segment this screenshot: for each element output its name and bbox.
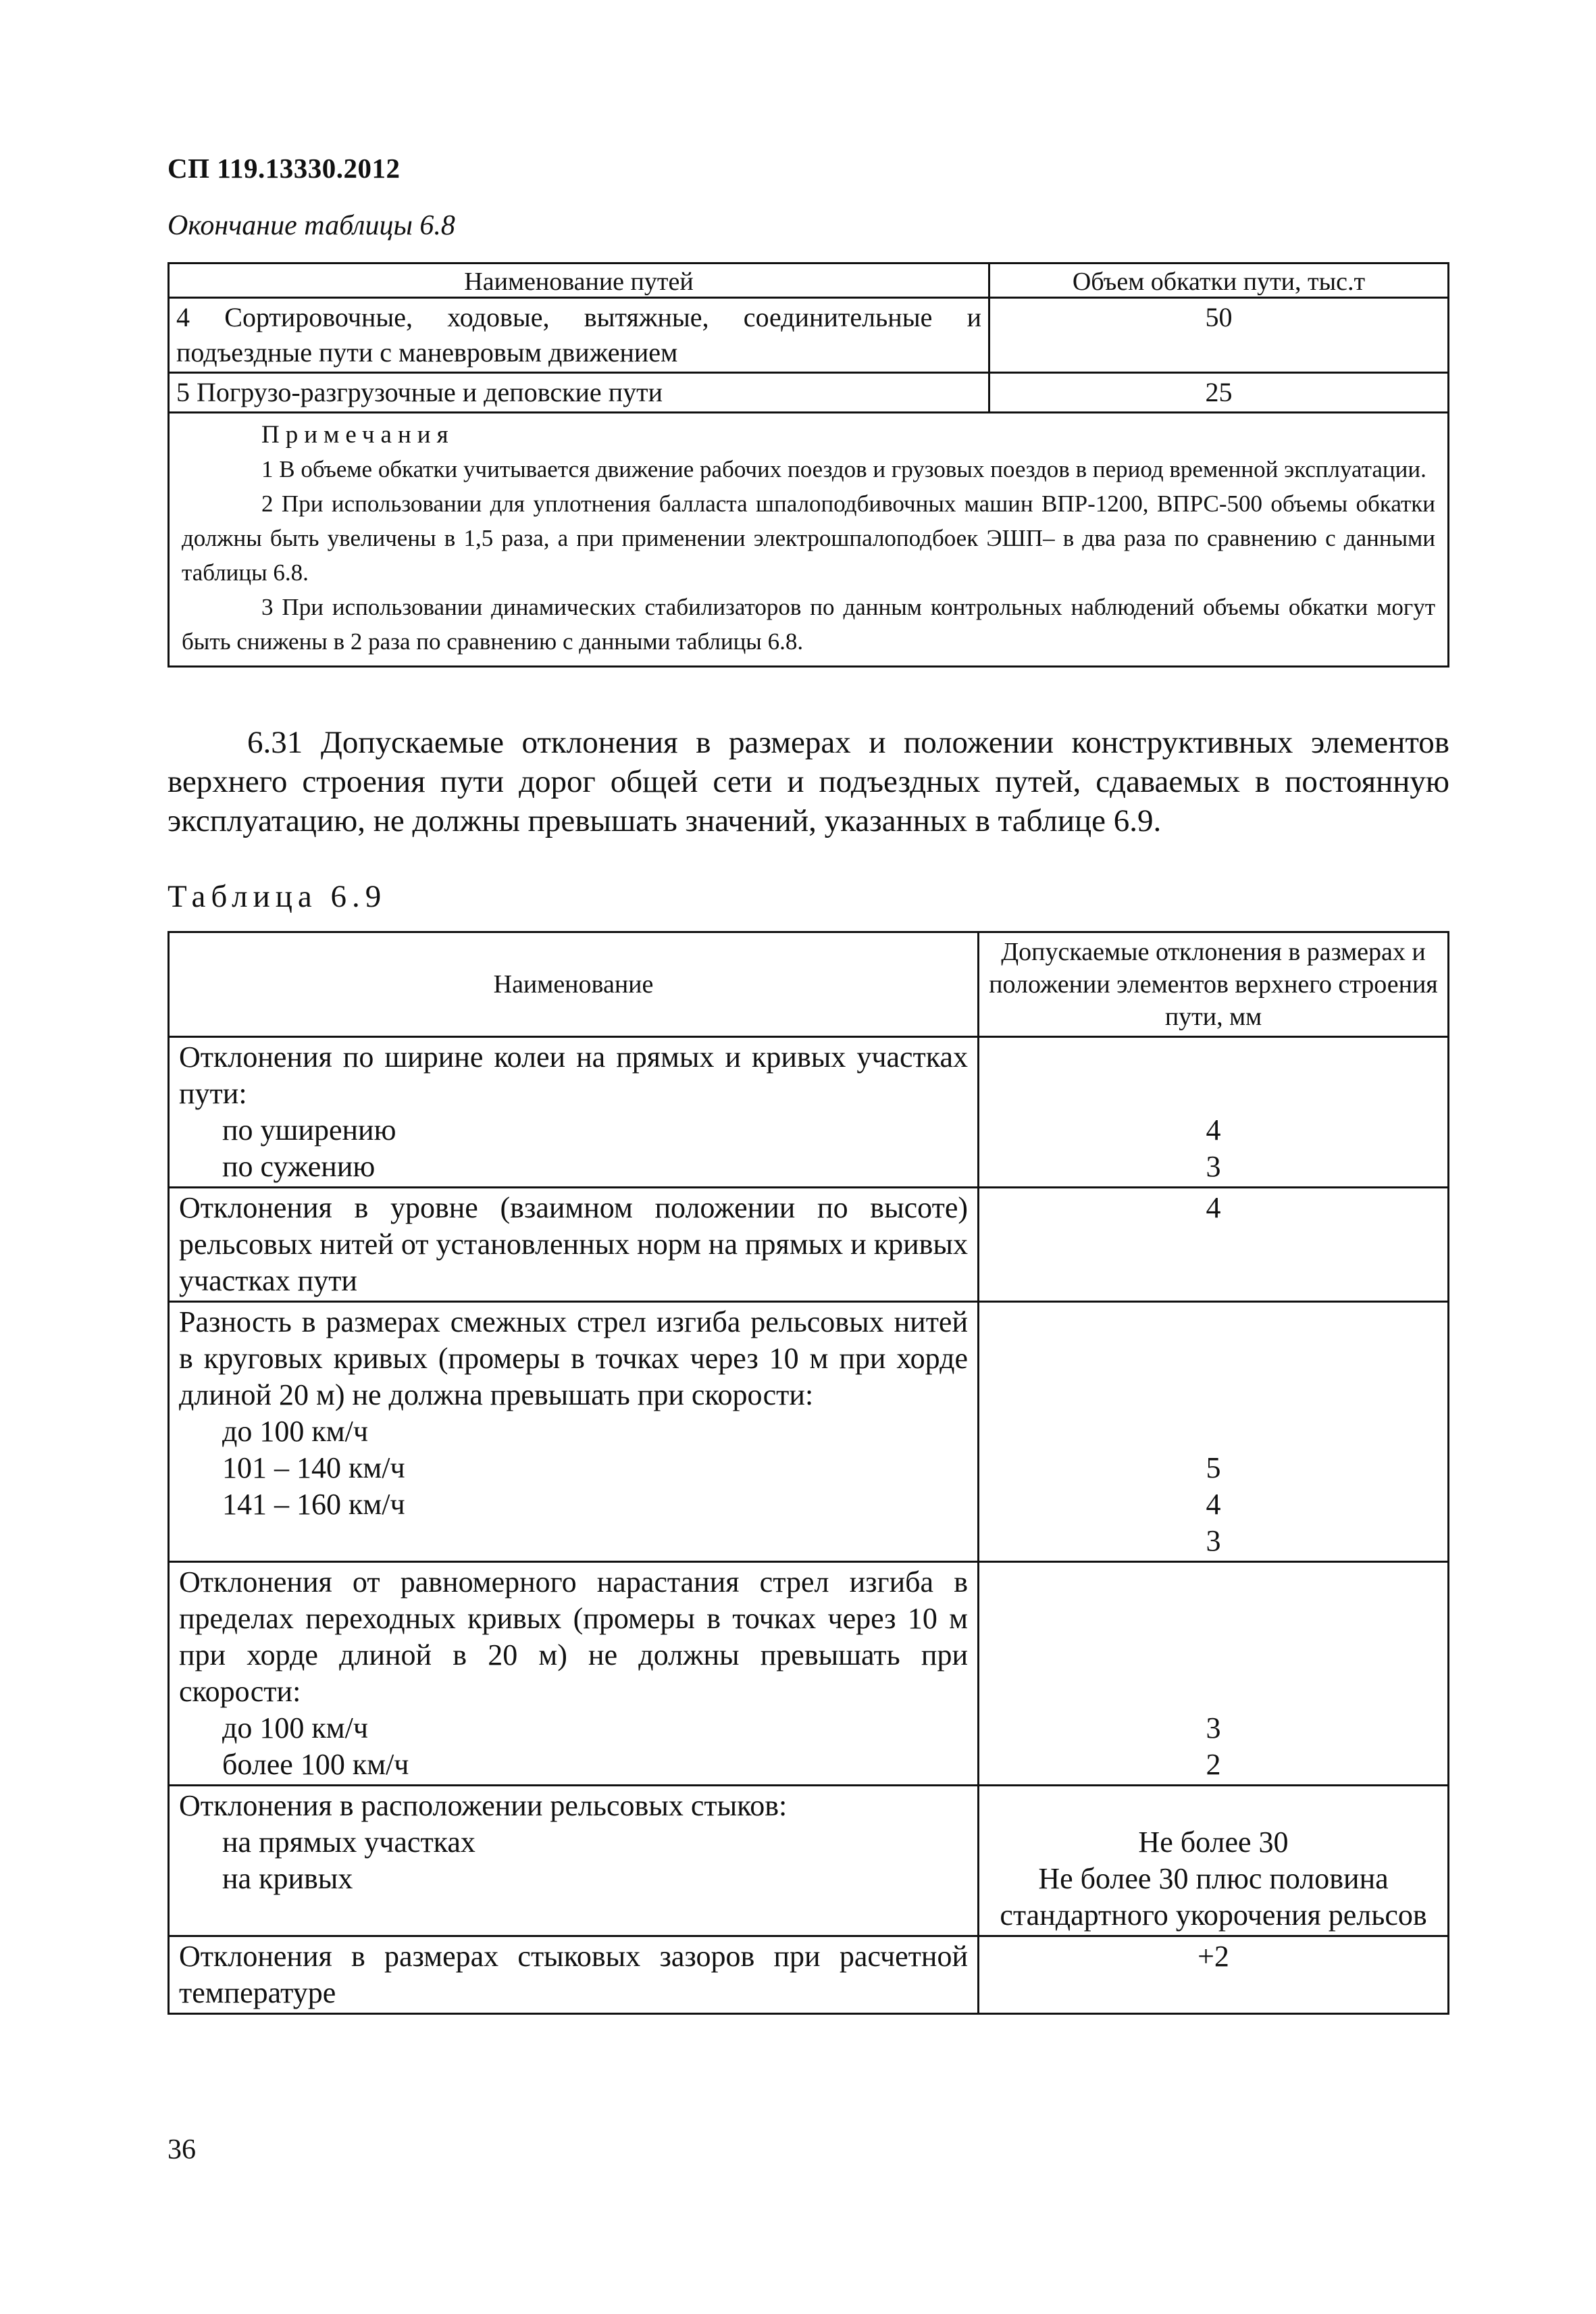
note-1: 1 В объеме обкатки учитывается движение рабочих поездов и грузовых поездов в период временной эксплуатации. [261, 456, 1426, 482]
item-label: более 100 км/ч [222, 1748, 409, 1781]
note-3: 3 При использовании динамических стабилизаторов по данным контрольных наблюдений объемы обкатки могут быть снижены в 2 раза по сравнению с данными таблицы 6.8. [182, 594, 1435, 655]
table-row [169, 1037, 1449, 1188]
row-description: Отклонения в расположении рельсовых стыков: [179, 1789, 788, 1822]
table-row [169, 373, 1449, 413]
row-description: Разность в размерах смежных стрел изгиба рельсовых нитей в круговых кривых (промеры в точках через 10 м при хорде длиной 20 м) не должна превышать при скорости: [179, 1305, 968, 1411]
item-value: 3 [1206, 1711, 1221, 1744]
item-label: до 100 км/ч [222, 1711, 368, 1744]
table-6-8 [168, 262, 1449, 668]
table-row [169, 1562, 1449, 1786]
track-name-cell: 5 Погрузо-разгрузочные и деповские пути [169, 373, 989, 413]
value-cell: 4 [979, 1188, 1449, 1302]
table-row [169, 1302, 1449, 1562]
description-cell [169, 1562, 979, 1786]
table-header-row [169, 263, 1449, 298]
description-cell [169, 1037, 979, 1188]
value-cell [979, 1786, 1449, 1936]
notes-cell [169, 413, 1449, 667]
table-header-row [169, 932, 1449, 1037]
row-description: Отклонения от равномерного нарастания стрел изгиба в пределах переходных кривых (промеры в точках через 10 м при хорде длиной в 20 м) не должны превышать при скорости: [179, 1565, 968, 1708]
item-label: на кривых [222, 1862, 353, 1895]
page-number: 36 [168, 2134, 196, 2165]
value-cell [979, 1562, 1449, 1786]
item-label: до 100 км/ч [222, 1415, 368, 1448]
column-header-deviation: Допускаемые отклонения в размерах и положении элементов верхнего строения пути, мм [979, 932, 1449, 1037]
notes-row [169, 413, 1449, 667]
item-label: 141 – 160 км/ч [222, 1488, 405, 1521]
item-label: 101 – 140 км/ч [222, 1451, 405, 1484]
description-cell [169, 1786, 979, 1936]
table-6-8-continuation-caption: Окончание таблицы 6.8 [168, 210, 455, 241]
track-name-cell: 4 Сортировочные, ходовые, вытяжные, соединительные и подъездные пути с маневровым движением [169, 298, 989, 373]
table-6-9-title: Таблица 6.9 [168, 879, 387, 914]
item-value: 5 [1206, 1451, 1221, 1484]
item-label: на прямых участках [222, 1826, 475, 1859]
item-value: Не более 30 [1138, 1826, 1289, 1859]
volume-cell: 50 [989, 298, 1449, 373]
volume-cell: 25 [989, 373, 1449, 413]
item-value: 3 [1206, 1150, 1221, 1183]
item-label: по сужению [222, 1150, 376, 1183]
document-code: СП 119.13330.2012 [168, 153, 401, 184]
item-value: 4 [1206, 1113, 1221, 1147]
value-cell [979, 1037, 1449, 1188]
column-header-volume: Объем обкатки пути, тыс.т [989, 263, 1449, 298]
column-header-track-name: Наименование путей [169, 263, 989, 298]
description-cell: Отклонения в уровне (взаимном положении по высоте) рельсовых нитей от установленных норм на прямых и кривых участках пути [169, 1188, 979, 1302]
table-6-9 [168, 931, 1449, 2015]
item-value: 4 [1206, 1488, 1221, 1521]
note-2: 2 При использовании для уплотнения балласта шпалоподбивочных машин ВПР-1200, ВПРС-500 объемы обкатки должны быть увеличены в 1,5 раза, а при применении электрошпалоподбоек ЭШП– в два раза по сравнению с данными таблицы 6.8. [182, 491, 1435, 586]
column-header-name: Наименование [169, 932, 979, 1037]
value-cell [979, 1302, 1449, 1562]
description-cell [169, 1302, 979, 1562]
notes-title: Примечания [261, 421, 455, 449]
item-value: Не более 30 плюс половина стандартного укорочения рельсов [1000, 1862, 1427, 1932]
value-cell: +2 [979, 1936, 1449, 2014]
item-value: 3 [1206, 1524, 1221, 1557]
table-row [169, 1786, 1449, 1936]
item-value: 2 [1206, 1748, 1221, 1781]
description-cell: Отклонения в размерах стыковых зазоров при расчетной температуре [169, 1936, 979, 2014]
table-row [169, 1936, 1449, 2014]
table-row [169, 298, 1449, 373]
paragraph-6-31: 6.31 Допускаемые отклонения в размерах и положении конструктивных элементов верхнего строения пути дорог общей сети и подъездных путей, сдаваемых в постоянную эксплуатацию, не должны превышать значений, указанных в таблице 6.9. [168, 725, 1449, 838]
row-description: Отклонения по ширине колеи на прямых и кривых участках пути: [179, 1040, 968, 1110]
item-label: по уширению [222, 1113, 396, 1147]
table-row [169, 1188, 1449, 1302]
